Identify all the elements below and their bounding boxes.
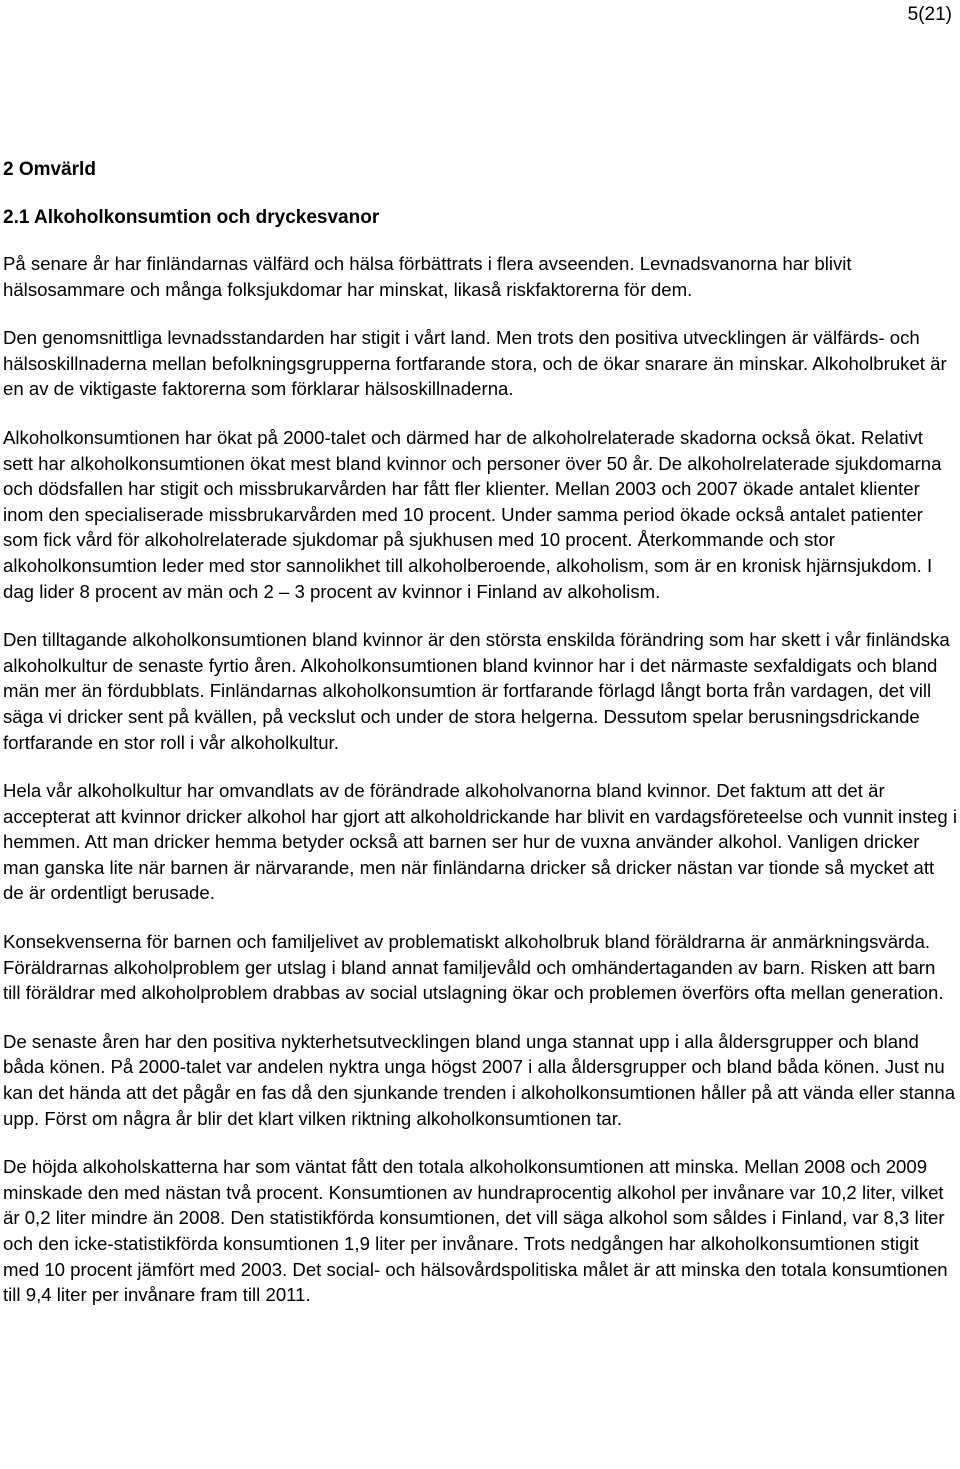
paragraph: De senaste åren har den positiva nykterhetsutvecklingen bland unga stannat upp i alla åldersgrupper och bland båda könen. På 2000-talet var andelen nyktra unga högst 2007 i alla åldersgrupper och bland båda könen. Just nu kan det hända att det pågår en fas då den sjunkande trenden i alkoholkonsumtionen håller på att vända eller stanna upp. Först om några år blir det klart vilken riktning alkoholkonsumtionen tar. <box>3 1030 956 1129</box>
page-number: 5(21) <box>907 4 952 25</box>
document-body <box>3 157 958 1331</box>
paragraph: Den tilltagande alkoholkonsumtionen bland kvinnor är den största enskilda förändring som har skett i vår finländska alkoholkultur de senaste fyrtio åren. Alkoholkonsumtionen bland kvinnor har i det närmaste sexfaldigats och bland män mer än fördubblats. Finländarnas alkoholkonsumtion är fortfarande förlagd långt borta från vardagen, det vill säga vi dricker sent på kvällen, på veckslut och under de stora helgerna. Dessutom spelar berusningsdrickande fortfarande en stor roll i vår alkoholkultur. <box>3 629 950 753</box>
paragraph: De höjda alkoholskatterna har som väntat fått den totala alkoholkonsumtionen att minska. Mellan 2008 och 2009 minskade den med nästan två procent. Konsumtionen av hundraprocentig alkohol per invånare var 10,2 liter, vilket är 0,2 liter mindre än 2008. Den statistikförda konsumtionen, det vill säga alkohol som såldes i Finland, var 8,3 liter och den icke-statistikförda konsumtionen 1,9 liter per invånare. Trots nedgången har alkoholkonsumtionen stigit med 10 procent jämfört med 2003. Det social- och hälsovårdspolitiska målet är att minska den totala konsumtionen till 9,4 liter per invånare fram till 2011. <box>3 1156 948 1306</box>
paragraph: På senare år har finländarnas välfärd och hälsa förbättrats i flera avseenden. Levnadsvanorna har blivit hälsosammare och många folksjukdomar har minskat, likaså riskfaktorerna för dem. <box>3 253 852 300</box>
paragraph: Alkoholkonsumtionen har ökat på 2000-talet och därmed har de alkoholrelaterade skadorna också ökat. Relativt sett har alkoholkonsumtionen ökat mest bland kvinnor och personer över 50 år. De alkoholrelaterade sjukdomarna och dödsfallen har stigit och missbrukarvården har fått fler klienter. Mellan 2003 och 2007 ökade antalet klienter inom den specialiserade missbrukarvården med 10 procent. Under samma period ökade också antalet patienter som fick vård för alkoholrelaterade sjukdomar på sjukhusen med 10 procent. Återkommande och stor alkoholkonsumtion leder med stor sannolikhet till alkoholberoende, alkoholism, som är en kronisk hjärnsjukdom. I dag lider 8 procent av män och 2 – 3 procent av kvinnor i Finland av alkoholism. <box>3 426 942 602</box>
section-heading: 2.1 Alkoholkonsumtion och dryckesvanor <box>3 207 380 228</box>
paragraph: Konsekvenserna för barnen och familjelivet av problematiskt alkoholbruk bland föräldrarna är anmärkningsvärda. Föräldrarnas alkoholproblem ger utslag i bland annat familjevåld och omhändertaganden av barn. Risken att barn till föräldrar med alkoholproblem drabbas av social utslagning ökar och problemen överförs ofta mellan generation. <box>3 931 944 1004</box>
paragraph: Den genomsnittliga levnadsstandarden har stigit i vårt land. Men trots den positiva utvecklingen är välfärds- och hälsoskillnaderna mellan befolkningsgrupperna fortfarande stora, och de ökar snarare än minskar. Alkoholbruket är en av de viktigaste faktorerna som förklarar hälsoskillnaderna. <box>3 327 947 400</box>
paragraph: Hela vår alkoholkultur har omvandlats av de förändrade alkoholvanorna bland kvinnor. Det faktum att det är accepterat att kvinnor dricker alkohol har gjort att alkoholdrickande har blivit en vardagsföreteelse och vunnit insteg i hemmen. Att man dricker hemma betyder också att barnen ser hur de vuxna använder alkohol. Vanligen dricker man ganska lite när barnen är närvarande, men när finländarna dricker så dricker nästan var tionde så mycket att de är ordentligt berusade. <box>3 780 957 904</box>
chapter-heading: 2 Omvärld <box>3 159 96 180</box>
